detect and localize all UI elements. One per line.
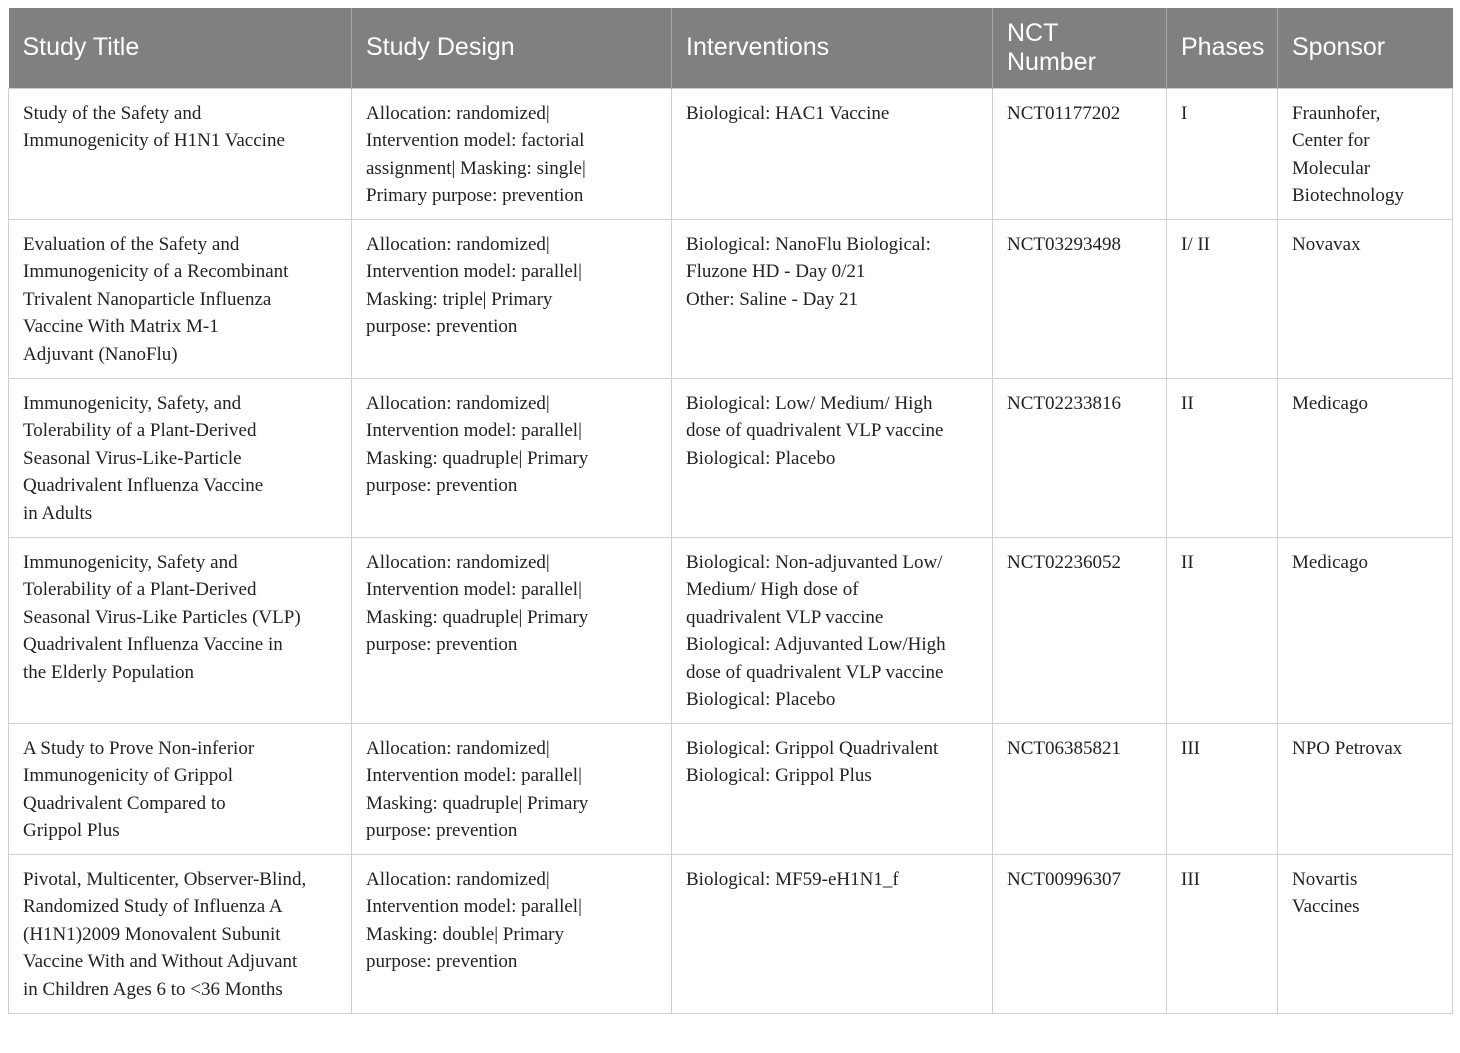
table-row xyxy=(9,378,1453,537)
header-phases: Phases xyxy=(1167,8,1278,88)
cell-study-title-line: Randomized Study of Influenza A xyxy=(23,896,283,918)
cell-study-title-line: in Adults xyxy=(23,502,93,524)
cell-study-design xyxy=(352,854,672,1013)
cell-interventions xyxy=(672,219,993,378)
cell-study-design-line: Allocation: randomized| xyxy=(366,233,550,255)
cell-study-title-line: A Study to Prove Non-inferior xyxy=(23,737,255,759)
cell-study-design-line: Intervention model: factorial xyxy=(366,130,585,152)
cell-sponsor xyxy=(1278,854,1453,1013)
cell-phase: II xyxy=(1167,378,1278,537)
cell-study-title xyxy=(9,537,352,723)
cell-sponsor-line: Vaccines xyxy=(1292,896,1360,918)
cell-study-title-line: Quadrivalent Compared to xyxy=(23,792,226,814)
clinical-trials-table-container xyxy=(8,8,1452,1014)
cell-study-design xyxy=(352,219,672,378)
cell-interventions-line: Biological: MF59-eH1N1_f xyxy=(686,868,899,890)
cell-study-design-line: Allocation: randomized| xyxy=(366,868,550,890)
cell-study-design-line: Intervention model: parallel| xyxy=(366,420,582,442)
cell-sponsor-line: Medicago xyxy=(1292,551,1368,573)
table-body xyxy=(9,88,1453,1013)
cell-interventions xyxy=(672,723,993,854)
cell-phase: III xyxy=(1167,723,1278,854)
header-interventions: Interventions xyxy=(672,8,993,88)
cell-sponsor-line: Center for xyxy=(1292,130,1370,152)
cell-phase: I/ II xyxy=(1167,219,1278,378)
cell-sponsor-line: Fraunhofer, xyxy=(1292,102,1381,124)
cell-study-title-line: Immunogenicity of Grippol xyxy=(23,765,234,787)
cell-interventions xyxy=(672,378,993,537)
cell-interventions-line: dose of quadrivalent VLP vaccine xyxy=(686,420,944,442)
cell-sponsor xyxy=(1278,88,1453,219)
cell-study-design-line: Masking: quadruple| Primary xyxy=(366,447,589,469)
cell-interventions xyxy=(672,537,993,723)
cell-interventions-line: Biological: HAC1 Vaccine xyxy=(686,102,890,124)
cell-study-title-line: Tolerability of a Plant-Derived xyxy=(23,579,257,601)
table-row xyxy=(9,723,1453,854)
header-nct-number-line: Number xyxy=(1007,47,1096,76)
cell-study-title-line: Trivalent Nanoparticle Influenza xyxy=(23,288,272,310)
cell-nct-number: NCT02236052 xyxy=(993,537,1167,723)
cell-interventions xyxy=(672,88,993,219)
clinical-trials-table xyxy=(8,8,1453,1014)
cell-study-design-line: Masking: quadruple| Primary xyxy=(366,606,589,628)
cell-study-title-line: Immunogenicity, Safety and xyxy=(23,551,238,573)
cell-study-design-line: Allocation: randomized| xyxy=(366,551,550,573)
cell-study-title-line: Seasonal Virus-Like-Particle xyxy=(23,447,242,469)
cell-study-design-line: purpose: prevention xyxy=(366,951,518,973)
cell-study-design xyxy=(352,537,672,723)
cell-study-title-line: (H1N1)2009 Monovalent Subunit xyxy=(23,923,281,945)
cell-interventions-line: quadrivalent VLP vaccine xyxy=(686,606,884,628)
cell-sponsor xyxy=(1278,378,1453,537)
cell-study-design-line: Intervention model: parallel| xyxy=(366,579,582,601)
header-nct-number-line: NCT xyxy=(1007,18,1059,47)
cell-sponsor-line: NPO Petrovax xyxy=(1292,737,1403,759)
cell-study-design xyxy=(352,378,672,537)
cell-nct-number: NCT00996307 xyxy=(993,854,1167,1013)
cell-phase: II xyxy=(1167,537,1278,723)
cell-study-title-line: in Children Ages 6 to <36 Months xyxy=(23,978,283,1000)
table-header xyxy=(9,8,1453,88)
table-row xyxy=(9,537,1453,723)
cell-study-design-line: Intervention model: parallel| xyxy=(366,261,582,283)
cell-study-title-line: Quadrivalent Influenza Vaccine in xyxy=(23,634,283,656)
cell-phase: I xyxy=(1167,88,1278,219)
cell-study-title-line: Adjuvant (NanoFlu) xyxy=(23,343,178,365)
table-row xyxy=(9,219,1453,378)
cell-interventions xyxy=(672,854,993,1013)
cell-study-design-line: Primary purpose: prevention xyxy=(366,185,584,207)
table-row xyxy=(9,88,1453,219)
cell-study-title-line: Immunogenicity of a Recombinant xyxy=(23,261,289,283)
cell-study-title-line: the Elderly Population xyxy=(23,661,194,683)
cell-study-design-line: Intervention model: parallel| xyxy=(366,896,582,918)
cell-interventions-line: Medium/ High dose of xyxy=(686,579,859,601)
cell-sponsor-line: Novavax xyxy=(1292,233,1361,255)
cell-study-title-line: Study of the Safety and xyxy=(23,102,202,124)
cell-study-title xyxy=(9,723,352,854)
cell-study-design-line: Intervention model: parallel| xyxy=(366,765,582,787)
cell-study-design-line: purpose: prevention xyxy=(366,634,518,656)
cell-interventions-line: dose of quadrivalent VLP vaccine xyxy=(686,661,944,683)
cell-interventions-line: Biological: Low/ Medium/ High xyxy=(686,392,933,414)
cell-study-title-line: Pivotal, Multicenter, Observer-Blind, xyxy=(23,868,307,890)
cell-sponsor xyxy=(1278,219,1453,378)
cell-study-title xyxy=(9,88,352,219)
cell-sponsor-line: Molecular xyxy=(1292,157,1371,179)
header-study-title: Study Title xyxy=(9,8,352,88)
cell-nct-number: NCT03293498 xyxy=(993,219,1167,378)
header-study-design: Study Design xyxy=(352,8,672,88)
cell-study-design-line: Allocation: randomized| xyxy=(366,102,550,124)
cell-study-title-line: Vaccine With and Without Adjuvant xyxy=(23,951,298,973)
header-nct-number xyxy=(993,8,1167,88)
cell-study-title xyxy=(9,378,352,537)
header-row xyxy=(9,8,1453,88)
cell-phase: III xyxy=(1167,854,1278,1013)
cell-study-design-line: Allocation: randomized| xyxy=(366,737,550,759)
cell-study-design-line: purpose: prevention xyxy=(366,475,518,497)
cell-study-design-line: assignment| Masking: single| xyxy=(366,157,586,179)
cell-study-design-line: purpose: prevention xyxy=(366,316,518,338)
cell-study-title-line: Vaccine With Matrix M-1 xyxy=(23,316,219,338)
cell-nct-number: NCT06385821 xyxy=(993,723,1167,854)
cell-nct-number: NCT02233816 xyxy=(993,378,1167,537)
cell-sponsor-line: Medicago xyxy=(1292,392,1368,414)
cell-study-design-line: Masking: double| Primary xyxy=(366,923,565,945)
cell-interventions-line: Other: Saline - Day 21 xyxy=(686,288,859,310)
cell-study-title-line: Grippol Plus xyxy=(23,820,120,842)
cell-study-title-line: Seasonal Virus-Like Particles (VLP) xyxy=(23,606,301,628)
cell-study-title-line: Evaluation of the Safety and xyxy=(23,233,240,255)
cell-sponsor-line: Novartis xyxy=(1292,868,1358,890)
cell-sponsor-line: Biotechnology xyxy=(1292,185,1404,207)
cell-interventions-line: Biological: Adjuvanted Low/High xyxy=(686,634,946,656)
cell-nct-number: NCT01177202 xyxy=(993,88,1167,219)
cell-study-title-line: Quadrivalent Influenza Vaccine xyxy=(23,475,264,497)
cell-study-title xyxy=(9,854,352,1013)
cell-study-design-line: purpose: prevention xyxy=(366,820,518,842)
cell-study-design xyxy=(352,723,672,854)
cell-study-title-line: Immunogenicity, Safety, and xyxy=(23,392,242,414)
cell-study-design-line: Allocation: randomized| xyxy=(366,392,550,414)
cell-study-title-line: Tolerability of a Plant-Derived xyxy=(23,420,257,442)
cell-study-title xyxy=(9,219,352,378)
header-sponsor: Sponsor xyxy=(1278,8,1453,88)
cell-interventions-line: Biological: Placebo xyxy=(686,447,836,469)
cell-interventions-line: Biological: Grippol Quadrivalent xyxy=(686,737,939,759)
cell-study-design xyxy=(352,88,672,219)
cell-sponsor xyxy=(1278,723,1453,854)
cell-study-design-line: Masking: quadruple| Primary xyxy=(366,792,589,814)
cell-interventions-line: Biological: Non-adjuvanted Low/ xyxy=(686,551,943,573)
cell-interventions-line: Fluzone HD - Day 0/21 xyxy=(686,261,866,283)
table-row xyxy=(9,854,1453,1013)
cell-interventions-line: Biological: Placebo xyxy=(686,689,836,711)
cell-study-design-line: Masking: triple| Primary xyxy=(366,288,553,310)
cell-sponsor xyxy=(1278,537,1453,723)
cell-study-title-line: Immunogenicity of H1N1 Vaccine xyxy=(23,130,285,152)
cell-interventions-line: Biological: Grippol Plus xyxy=(686,765,872,787)
cell-interventions-line: Biological: NanoFlu Biological: xyxy=(686,233,931,255)
